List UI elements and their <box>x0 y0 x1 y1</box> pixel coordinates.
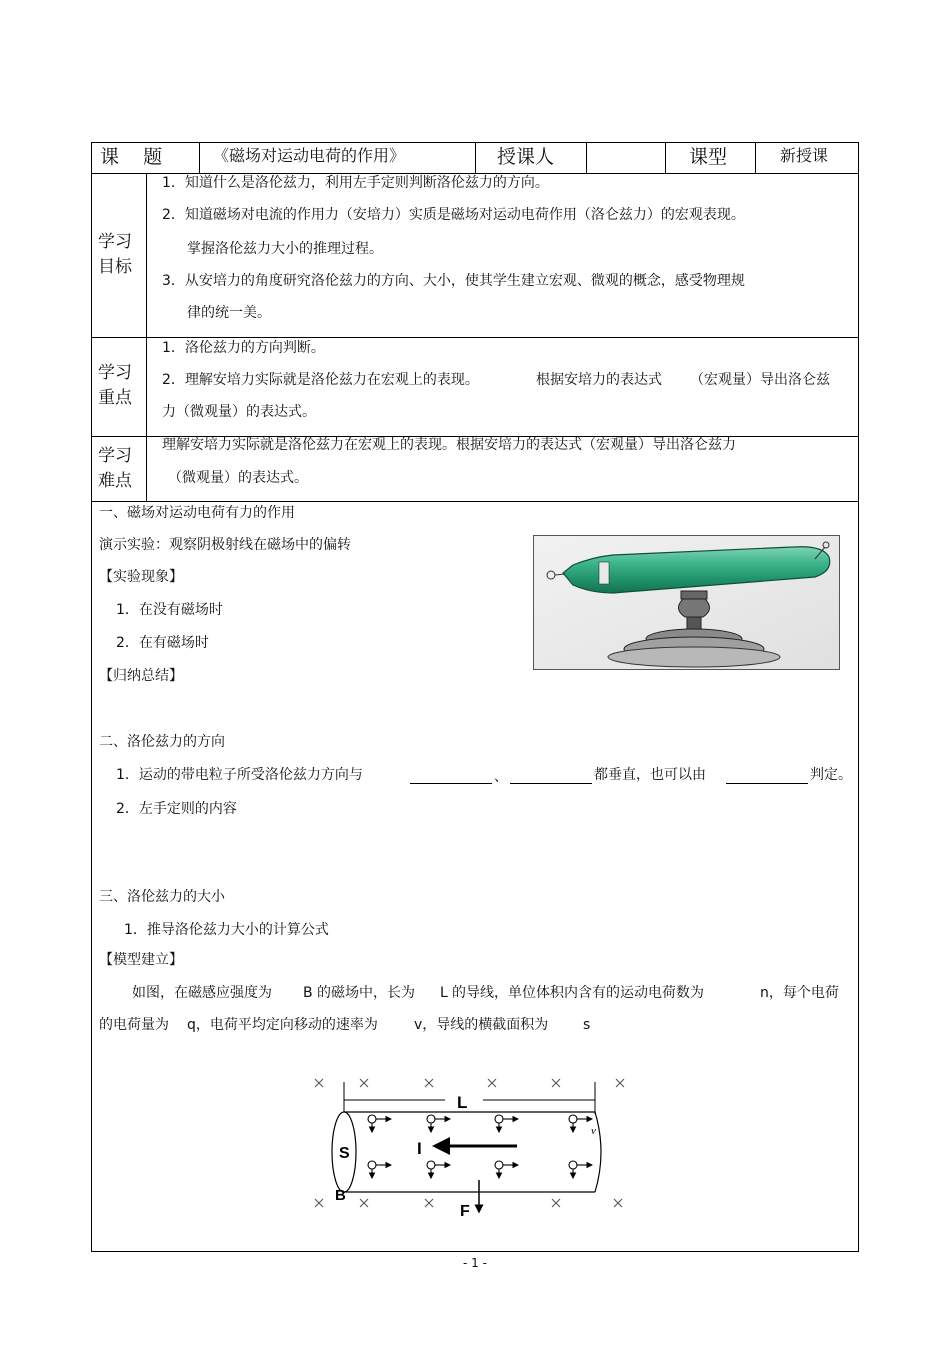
row-divider <box>91 337 859 338</box>
model-heading: 【模型建立】 <box>99 952 183 968</box>
blank-separator: 、 <box>494 769 508 785</box>
direction-statement-b: 都垂直，也可以由 <box>594 767 706 783</box>
answer-blank-3[interactable] <box>726 766 808 784</box>
model-text: s <box>583 1017 591 1033</box>
lesson-type-label: 课型 <box>689 146 728 168</box>
formula-derivation-item: 1．推导洛伦兹力大小的计算公式 <box>124 922 329 938</box>
cross-section-label: S <box>339 1145 350 1162</box>
phenomenon-item: 1．在没有磁场时 <box>116 602 223 618</box>
direction-statement-a: 1．运动的带电粒子所受洛伦兹力方向与 <box>116 767 363 783</box>
magnetic-field-crosses <box>315 1079 624 1207</box>
keypoint-line: 根据安培力的表达式 <box>536 372 662 388</box>
difficulty-line: （微观量）的表达式。 <box>168 470 308 486</box>
length-label: L <box>457 1093 468 1112</box>
answer-blank-2[interactable] <box>510 766 592 784</box>
subject-label: 课 题 <box>100 146 163 168</box>
col-divider <box>475 142 476 174</box>
model-text: 的导线，单位体积内含有的运动电荷数为 <box>452 985 704 1001</box>
force-label: F <box>460 1203 470 1220</box>
label-col-divider <box>146 173 147 502</box>
goals-label-2: 目标 <box>98 257 132 277</box>
model-text: B <box>303 985 313 1001</box>
page-number: - 1 - <box>463 1256 487 1270</box>
table-left-border <box>91 142 92 1252</box>
conductor-diagram <box>305 1070 635 1222</box>
goal-line: 2．知道磁场对电流的作用力（安培力）实质是磁场对运动电荷作用（洛仑兹力）的宏观表现。 <box>162 207 745 223</box>
field-label: B <box>335 1187 346 1204</box>
model-text: q，电荷平均定向移动的速率为 <box>187 1017 378 1033</box>
goal-line: 3．从安培力的角度研究洛伦兹力的方向、大小，使其学生建立宏观、微观的概念，感受物理规 <box>162 273 745 289</box>
keypoint-line: 1．洛伦兹力的方向判断。 <box>162 340 325 356</box>
difficulty-line: 理解安培力实际就是洛伦兹力在宏观上的表现。根据安培力的表达式（宏观量）导出洛仑兹力 <box>162 437 736 453</box>
lesson-type-value: 新授课 <box>780 146 829 165</box>
keypoints-label-1: 学习 <box>98 363 132 383</box>
teacher-label: 授课人 <box>497 146 555 168</box>
goal-line: 掌握洛伦兹力大小的推理过程。 <box>187 241 383 257</box>
model-text: n，每个电荷 <box>760 985 839 1001</box>
keypoint-line: 2．理解安培力实际就是洛伦兹力在宏观上的表现。 <box>162 372 479 388</box>
goal-line: 律的统一美。 <box>187 305 271 321</box>
model-text: L <box>440 985 448 1001</box>
cathode-ray-tube-image <box>533 535 840 670</box>
col-divider <box>755 142 756 174</box>
difficulty-label-1: 学习 <box>98 446 132 466</box>
keypoints-label-2: 重点 <box>98 388 132 408</box>
goal-line: 1．知道什么是洛伦兹力，利用左手定则判断洛伦兹力的方向。 <box>162 175 549 191</box>
col-divider <box>199 142 200 174</box>
model-text: 的磁场中，长为 <box>317 985 415 1001</box>
col-divider <box>586 142 587 174</box>
goals-label-1: 学习 <box>98 232 132 252</box>
phenomenon-heading: 【实验现象】 <box>99 569 183 585</box>
model-text: 的电荷量为 <box>99 1017 169 1033</box>
table-right-border <box>858 142 859 1252</box>
demo-experiment: 演示实验：观察阴极射线在磁场中的偏转 <box>99 537 351 553</box>
row-divider <box>91 501 859 502</box>
section1-title: 一、磁场对运动电荷有力的作用 <box>99 505 295 521</box>
col-divider <box>665 142 666 174</box>
model-text: 如图，在磁感应强度为 <box>132 985 272 1001</box>
velocity-label: v <box>591 1125 596 1137</box>
answer-blank-1[interactable] <box>410 766 492 784</box>
phenomenon-item: 2．在有磁场时 <box>116 635 209 651</box>
section2-title: 二、洛伦兹力的方向 <box>99 734 225 750</box>
table-bottom-border <box>91 1251 859 1252</box>
summary-heading: 【归纳总结】 <box>99 668 183 684</box>
current-label: I <box>417 1139 422 1158</box>
model-text: v，导线的横截面积为 <box>414 1017 549 1033</box>
keypoint-line: 力（微观量）的表达式。 <box>162 404 316 420</box>
difficulty-label-2: 难点 <box>98 471 132 491</box>
left-hand-rule-item: 2．左手定则的内容 <box>116 801 237 817</box>
keypoint-line: （宏观量）导出洛仑兹 <box>690 372 830 388</box>
direction-statement-c: 判定。 <box>810 767 852 783</box>
subject-title: 《磁场对运动电荷的作用》 <box>213 146 406 165</box>
section3-title: 三、洛伦兹力的大小 <box>99 889 225 905</box>
